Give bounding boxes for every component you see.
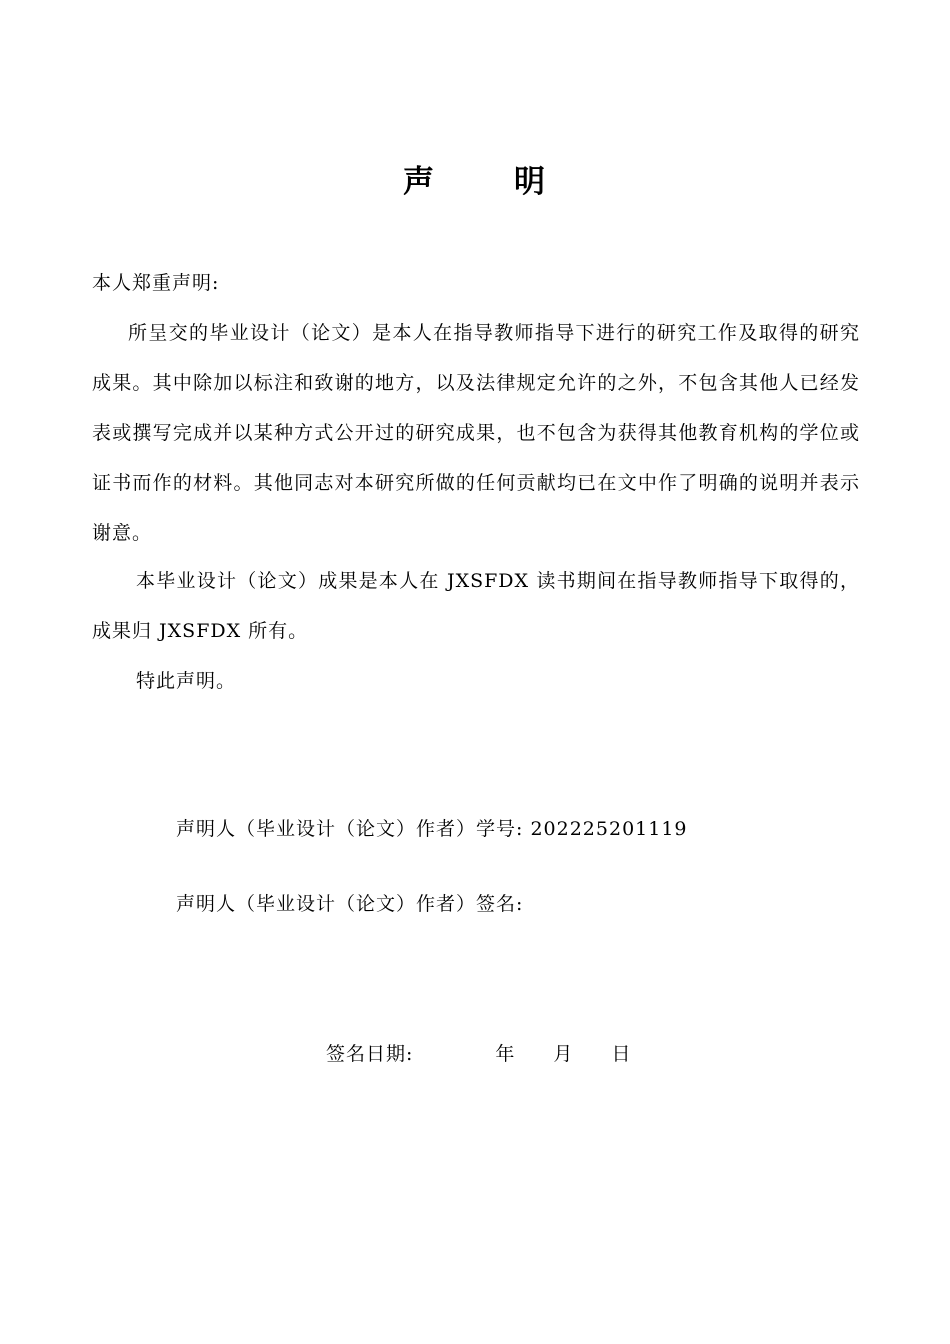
date-day: 日 xyxy=(611,1043,632,1065)
paragraph-ownership: 本毕业设计（论文）成果是本人在 JXSFDX 读书期间在指导教师指导下取得的，成果归 JXSFDX 所有。 xyxy=(92,570,860,642)
paragraph-originality: 所呈交的毕业设计（论文）是本人在指导教师指导下进行的研究工作及取得的研究成果。其中除加以标注和致谢的地方，以及法律规定允许的之外，不包含其他人已经发表或撰写完成并以某种方式公开过的研究成果，也不包含为获得其他教育机构的学位或证书而作的材料。其他同志对本研究所做的任何贡献均已在文中作了明确的说明并表示谢意。 xyxy=(92,322,860,544)
student-id-line xyxy=(176,814,688,844)
page-title xyxy=(0,158,950,206)
date-label: 签名日期: xyxy=(326,1043,414,1065)
signature-date-line xyxy=(326,1039,631,1069)
student-id-value: 202225201119 xyxy=(530,818,688,840)
date-year: 年 xyxy=(495,1043,516,1065)
date-month: 月 xyxy=(553,1043,574,1065)
signature-label: 声明人（毕业设计（论文）作者）签名: xyxy=(176,893,524,915)
title-char-2: 明 xyxy=(514,164,547,200)
paragraph-closing: 特此声明。 xyxy=(136,670,237,692)
title-char-1: 声 xyxy=(403,164,436,200)
signature-line xyxy=(176,889,523,919)
intro-line: 本人郑重声明: xyxy=(92,272,220,294)
student-id-label: 声明人（毕业设计（论文）作者）学号: xyxy=(176,818,524,840)
